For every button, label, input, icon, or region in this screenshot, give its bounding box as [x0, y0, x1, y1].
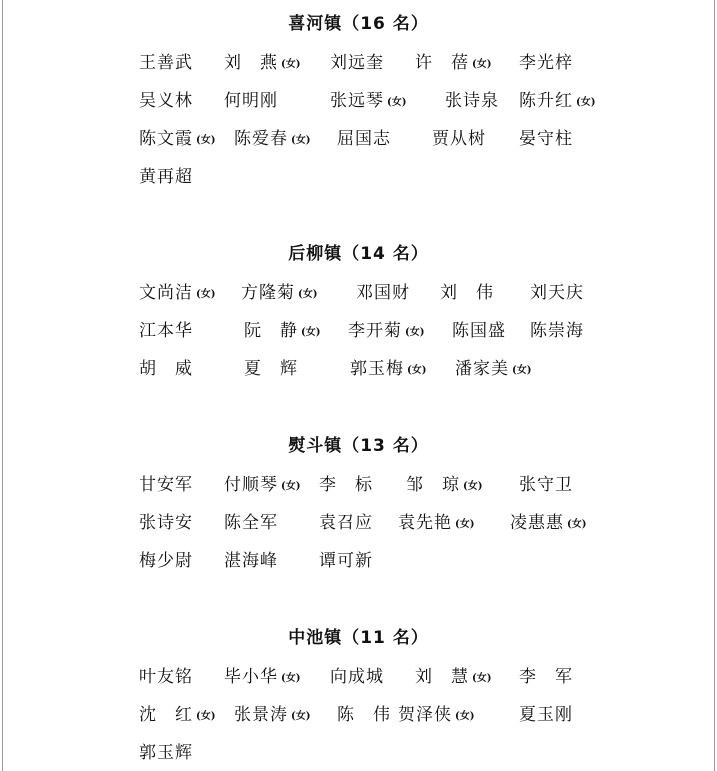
person-name [330, 664, 384, 690]
person-name [139, 740, 193, 766]
person-name-text: 贺泽侠 [398, 705, 452, 725]
person-name [519, 702, 573, 728]
person-name-text: 张诗泉 [445, 91, 499, 111]
person-name-text: 张远琴 [330, 91, 384, 111]
person-name [432, 126, 486, 152]
person-name [234, 702, 310, 730]
person-name-text: 毕小华 [224, 667, 278, 687]
person-name [319, 548, 373, 574]
female-tag: (女) [387, 97, 407, 108]
person-name-text: 江本华 [139, 321, 193, 341]
female-tag: (女) [405, 327, 425, 338]
person-name-text: 胡 威 [139, 359, 193, 379]
person-name-text: 湛海峰 [224, 551, 278, 571]
person-name-text: 屈国志 [337, 129, 391, 149]
page-left-border [2, 0, 3, 771]
section-title: 后柳镇（14 名） [288, 244, 429, 264]
person-name-text: 李光梓 [519, 53, 573, 73]
person-name-text: 刘 燕 [224, 53, 278, 73]
person-name [139, 702, 215, 730]
female-tag: (女) [472, 59, 492, 70]
person-name-text: 陈爱春 [234, 129, 288, 149]
female-tag: (女) [291, 711, 311, 722]
person-name [510, 510, 586, 538]
person-name-text: 刘 慧 [415, 667, 469, 687]
person-name [224, 472, 300, 500]
person-name-text: 叶友铭 [139, 667, 193, 687]
person-name-text: 文尚洁 [139, 283, 193, 303]
person-name [139, 280, 215, 308]
female-tag: (女) [281, 481, 301, 492]
section-title: 喜河镇（16 名） [288, 14, 429, 34]
section-title: 中池镇（11 名） [288, 628, 429, 648]
person-name [319, 510, 373, 536]
person-name-text: 甘安军 [139, 475, 193, 495]
female-tag: (女) [472, 673, 492, 684]
person-name-text: 沈 红 [139, 705, 193, 725]
person-name-text: 张景涛 [234, 705, 288, 725]
person-name-text: 付顺琴 [224, 475, 278, 495]
person-name [139, 126, 215, 154]
person-name [530, 280, 584, 306]
person-name-text: 刘天庆 [530, 283, 584, 303]
person-name [519, 126, 573, 152]
page-right-border [714, 0, 715, 771]
female-tag: (女) [567, 519, 587, 530]
female-tag: (女) [455, 711, 475, 722]
person-name-text: 张守卫 [519, 475, 573, 495]
person-name-text: 贾从树 [432, 129, 486, 149]
person-name [519, 88, 595, 116]
person-name [224, 50, 300, 78]
person-name-text: 李 标 [319, 475, 373, 495]
person-name [452, 318, 506, 344]
person-name-text: 陈国盛 [452, 321, 506, 341]
person-name [139, 548, 193, 574]
person-name-text: 刘 伟 [440, 283, 494, 303]
person-name-text: 向成城 [330, 667, 384, 687]
person-name-text: 黄再超 [139, 167, 193, 187]
person-name [241, 280, 317, 308]
person-name [530, 318, 584, 344]
female-tag: (女) [463, 481, 483, 492]
person-name-text: 陈全军 [224, 513, 278, 533]
person-name-text: 王善武 [139, 53, 193, 73]
person-name-text: 许 蓓 [415, 53, 469, 73]
person-name-text: 袁先艳 [398, 513, 452, 533]
person-name [139, 164, 193, 190]
person-name-text: 刘远奎 [330, 53, 384, 73]
person-name [337, 126, 391, 152]
person-name-text: 邹 琼 [406, 475, 460, 495]
person-name [337, 702, 391, 728]
person-name-text: 谭可新 [319, 551, 373, 571]
person-name [319, 472, 373, 498]
person-name [234, 126, 310, 154]
person-name-text: 郭玉梅 [350, 359, 404, 379]
person-name-text: 何明刚 [224, 91, 278, 111]
person-name [440, 280, 494, 306]
person-name-text: 陈崇海 [530, 321, 584, 341]
female-tag: (女) [281, 59, 301, 70]
person-name [519, 472, 573, 498]
person-name-text: 夏玉刚 [519, 705, 573, 725]
female-tag: (女) [196, 711, 216, 722]
person-name-text: 袁召应 [319, 513, 373, 533]
person-name [455, 356, 531, 384]
person-name [348, 318, 424, 346]
person-name-text: 梅少尉 [139, 551, 193, 571]
person-name [224, 664, 300, 692]
female-tag: (女) [301, 327, 321, 338]
person-name [139, 356, 193, 382]
person-name [398, 702, 474, 730]
section-title: 熨斗镇（13 名） [288, 436, 429, 456]
person-name [406, 472, 482, 500]
person-name-text: 李开菊 [348, 321, 402, 341]
person-name [330, 50, 384, 76]
person-name-text: 夏 辉 [244, 359, 298, 379]
person-name [224, 548, 278, 574]
person-name-text: 阮 静 [244, 321, 298, 341]
person-name [244, 318, 320, 346]
female-tag: (女) [196, 135, 216, 146]
female-tag: (女) [455, 519, 475, 530]
person-name-text: 潘家美 [455, 359, 509, 379]
person-name-text: 张诗安 [139, 513, 193, 533]
person-name [356, 280, 410, 306]
person-name-text: 郭玉辉 [139, 743, 193, 763]
person-name [139, 318, 193, 344]
female-tag: (女) [281, 673, 301, 684]
person-name [139, 664, 193, 690]
person-name [519, 664, 573, 690]
person-name [330, 88, 406, 116]
person-name [415, 50, 491, 78]
person-name [224, 510, 278, 536]
female-tag: (女) [196, 289, 216, 300]
person-name [244, 356, 298, 382]
female-tag: (女) [298, 289, 318, 300]
person-name [350, 356, 426, 384]
person-name [224, 88, 278, 114]
person-name [445, 88, 499, 114]
person-name-text: 方隆菊 [241, 283, 295, 303]
person-name [139, 50, 193, 76]
person-name [139, 88, 193, 114]
person-name [519, 50, 573, 76]
female-tag: (女) [291, 135, 311, 146]
person-name [139, 510, 193, 536]
person-name-text: 陈文霞 [139, 129, 193, 149]
person-name-text: 李 军 [519, 667, 573, 687]
female-tag: (女) [576, 97, 596, 108]
person-name [415, 664, 491, 692]
person-name-text: 陈 伟 [337, 705, 391, 725]
person-name-text: 邓国财 [356, 283, 410, 303]
person-name [139, 472, 193, 498]
female-tag: (女) [407, 365, 427, 376]
female-tag: (女) [512, 365, 532, 376]
person-name-text: 凌惠惠 [510, 513, 564, 533]
person-name-text: 陈升红 [519, 91, 573, 111]
person-name-text: 晏守柱 [519, 129, 573, 149]
person-name [398, 510, 474, 538]
person-name-text: 吴义林 [139, 91, 193, 111]
